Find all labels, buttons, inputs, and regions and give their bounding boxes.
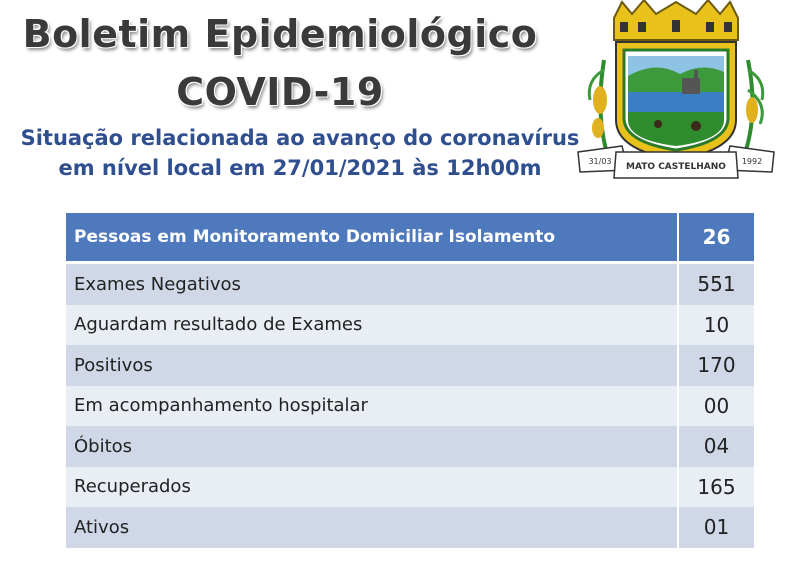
crest-banner-text: MATO CASTELHANO	[626, 162, 726, 172]
subtitle-line-1: Situação relacionada ao avanço do coronavírus	[20, 126, 580, 150]
title-line-2: COVID-19	[176, 70, 384, 114]
header-label: Pessoas em Monitoramento Domiciliar Isolamento	[66, 213, 678, 263]
row-label: Ativos	[66, 507, 678, 548]
table-row	[66, 467, 754, 508]
table-row	[66, 305, 754, 346]
table-row	[66, 507, 754, 548]
row-label: Recuperados	[66, 467, 678, 508]
row-value: 00	[678, 386, 754, 427]
row-label: Exames Negativos	[66, 263, 678, 305]
table-row	[66, 263, 754, 305]
table-row	[66, 345, 754, 386]
row-label: Em acompanhamento hospitalar	[66, 386, 678, 427]
subtitle-line-2: em nível local em 27/01/2021 às 12h00m	[58, 156, 542, 180]
table-row	[66, 426, 754, 467]
municipal-crest-icon	[576, 0, 776, 188]
covid-stats-table	[66, 213, 754, 548]
row-label: Aguardam resultado de Exames	[66, 305, 678, 346]
crest-date-left: 31/03	[588, 157, 612, 166]
table-header-row	[66, 213, 754, 263]
header-value: 26	[678, 213, 754, 263]
row-value: 170	[678, 345, 754, 386]
row-label: Positivos	[66, 345, 678, 386]
row-value: 551	[678, 263, 754, 305]
row-value: 10	[678, 305, 754, 346]
row-value: 04	[678, 426, 754, 467]
crest-date-right: 1992	[741, 157, 763, 166]
table-row	[66, 386, 754, 427]
row-label: Óbitos	[66, 426, 678, 467]
row-value: 01	[678, 507, 754, 548]
row-value: 165	[678, 467, 754, 508]
title-line-1: Boletim Epidemiológico	[22, 12, 538, 56]
